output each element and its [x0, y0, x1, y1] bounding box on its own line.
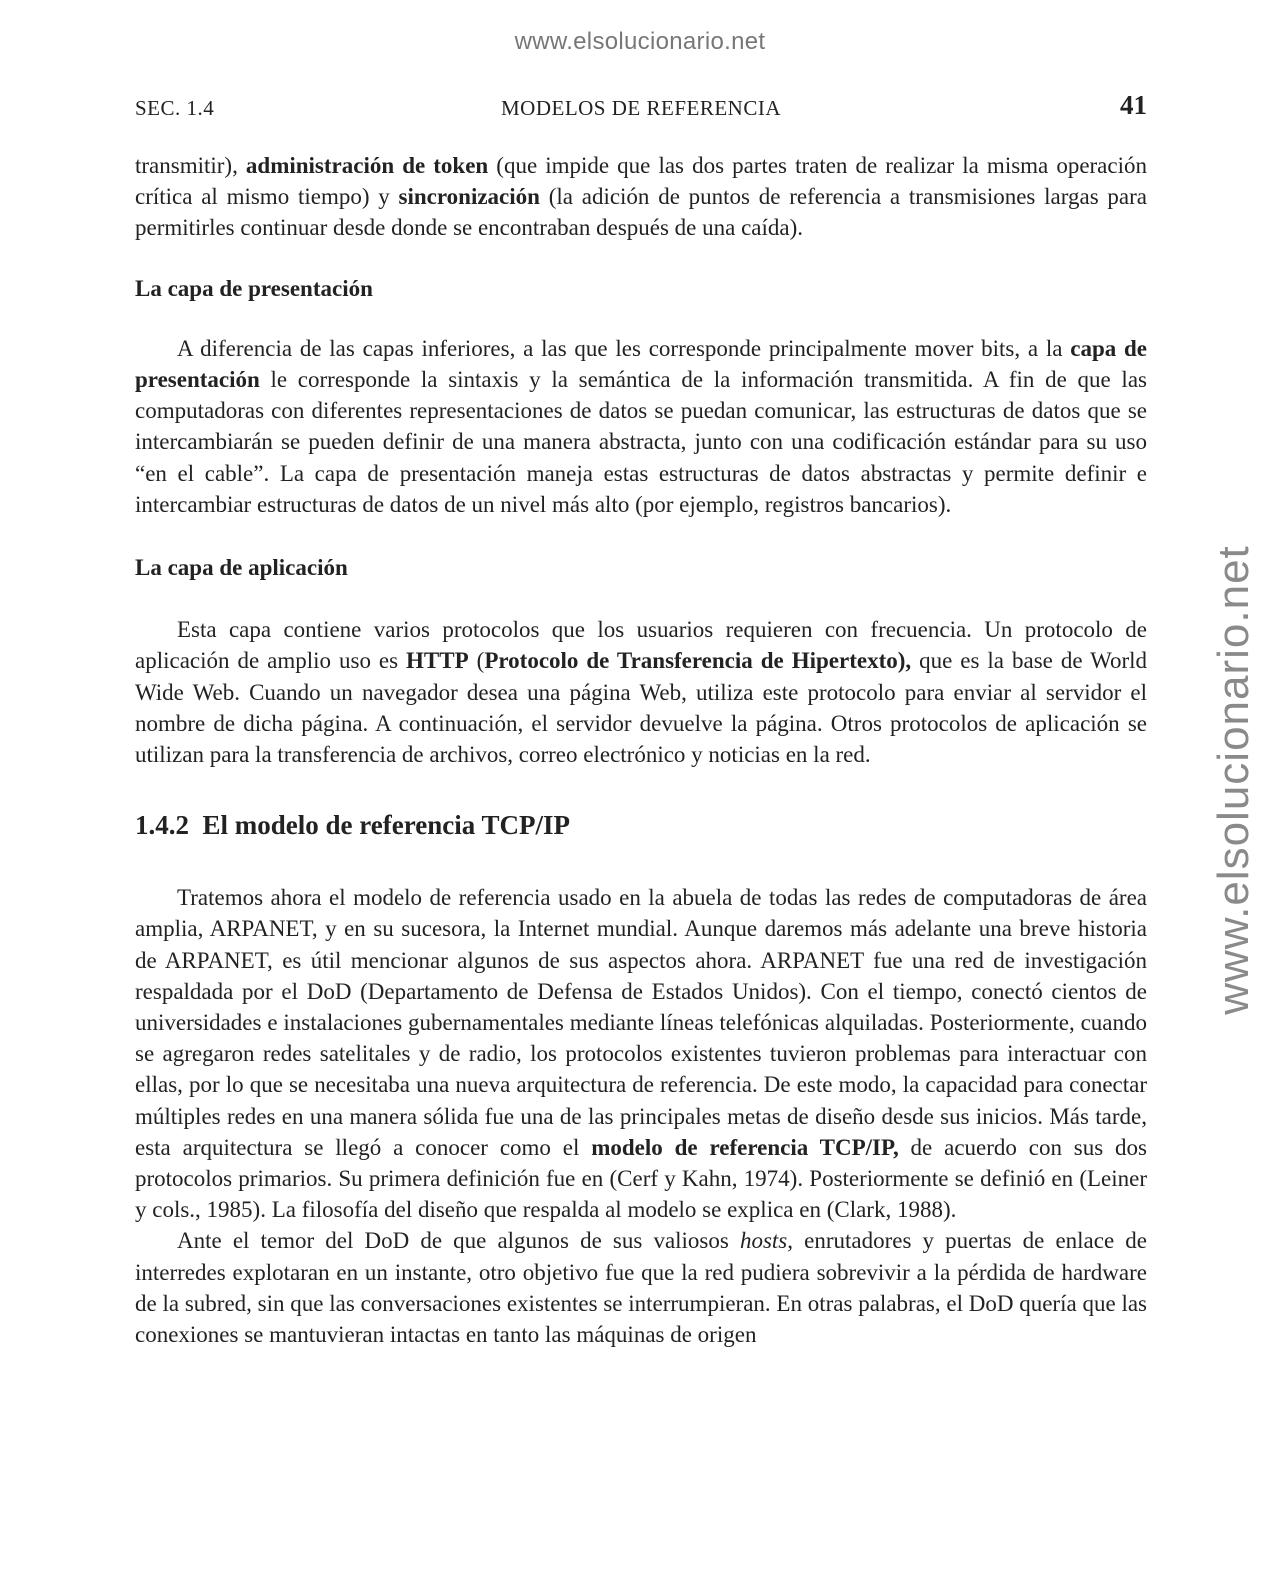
watermark-top: www.elsolucionario.net [514, 28, 766, 55]
text-run: Esta capa contiene varios protocolos que los usuarios requieren con frecuencia. Un protocolo de aplicación de amplio uso es [135, 617, 1147, 674]
running-head-section: SEC. 1.4 [135, 96, 215, 120]
text-run: Ante el temor del DoD de que algunos de sus valiosos [177, 1228, 740, 1254]
term-presentation-layer: capa de presentación [135, 335, 1148, 393]
text-run: le corresponde la sintaxis y la semántica de la información transmitida. A fin de que las computadoras con diferentes representaciones de datos se puedan comunicar, las estructuras de datos que se intercambiarán se pueden definir de una manera abstracta, junto con una codificación estándar para su uso “en el cable”. La capa de presentación maneja estas estructuras de datos abstractas y permite definir e intercambiar estructuras de datos de un nivel más alto (por ejemplo, registros bancarios). [135, 367, 1147, 517]
term-http: HTTP [406, 648, 469, 674]
term-http-expansion: Protocolo de Transferencia de Hipertexto), [484, 648, 912, 674]
paragraph-dod-goal [135, 1225, 1147, 1350]
text-run: Tratemos ahora el modelo de referencia usado en la abuela de todas las redes de computadoras de área amplia, ARPANET, y en su sucesora, la Internet mundial. Aunque daremos más adelante una breve historia de ARPANET, es útil mencionar algunos de sus aspectos ahora. ARPANET fue una red de investigación respaldada por el DoD (Departamento de Defensa de Estados Unidos). Con el tiempo, conectó cientos de universidades e instalaciones gubernamentales mediante líneas telefónicas alquiladas. Posteriormente, cuando se agregaron redes satelitales y de radio, los protocolos existentes tuvieron problemas para interactuar con ellas, por lo que se necesitaba una nueva arquitectura de referencia. De este modo, la capacidad para conectar múltiples redes en una manera sólida fue una de las principales metas de diseño desde sus inicios. Más tarde, esta arquitectura se llegó a conocer como el [135, 885, 1147, 1160]
running-head-title: MODELOS DE REFERENCIA [500, 96, 781, 120]
text-run: de acuerdo con sus dos protocolos primarios. Su primera definición fue en (Cerf y Kahn, 1974). Posteriormente se definió en (Leiner y cols., 1985). La filosofía del diseño que respalda al modelo se explica en (Clark, 1988). [135, 1134, 1147, 1223]
page-number: 41 [1120, 90, 1147, 120]
text-run: (la adición de puntos de referencia a transmisiones largas para permitirles continuar desde donde se encontraban después de una caída). [135, 184, 1147, 241]
paragraph-tcpip-intro [135, 882, 1147, 1225]
paragraph-application-layer [135, 614, 1147, 770]
heading-presentation-layer: La capa de presentación [135, 275, 373, 301]
page-body [135, 150, 1147, 1350]
text-run: , enrutadores y puertas de enlace de interredes explotaran en un instante, otro objetivo fue que la red pudiera sobrevivir a la pérdida de hardware de la subred, sin que las conversaciones existentes se interrumpieran. En otras palabras, el DoD quería que las conexiones se mantuvieran intactas en tanto las máquinas de origen [135, 1228, 1147, 1348]
watermark-side: www.elsolucionario.net [1209, 545, 1258, 1015]
text-run: (que impide que las dos partes traten de realizar la misma operación crítica al mismo tiempo) y [135, 153, 1147, 210]
text-run: transmitir), [135, 153, 246, 178]
paragraph-session-continued [135, 150, 1147, 244]
text-run: A diferencia de las capas inferiores, a las que les corresponde principalmente mover bits, a la [177, 335, 1071, 361]
paragraph-presentation-layer [135, 333, 1147, 520]
term-hosts: hosts [739, 1228, 788, 1254]
text-run: ( [468, 648, 485, 674]
term-token-management: administración de token [245, 153, 489, 178]
term-tcpip-model: modelo de referencia TCP/IP, [591, 1134, 899, 1160]
text-run: que es la base de World Wide Web. Cuando un navegador desea una página Web, utiliza este protocolo para enviar al servidor el nombre de dicha página. A continuación, el servidor devuelve la página. Otros protocolos de aplicación se utilizan para la transferencia de archivos, correo electrónico y noticias en la red. [135, 648, 1147, 768]
heading-application-layer: La capa de aplicación [135, 555, 348, 581]
running-head [135, 90, 1147, 124]
term-synchronization: sincronización [398, 184, 540, 210]
section-heading-tcpip: 1.4.2 El modelo de referencia TCP/IP [135, 810, 570, 841]
